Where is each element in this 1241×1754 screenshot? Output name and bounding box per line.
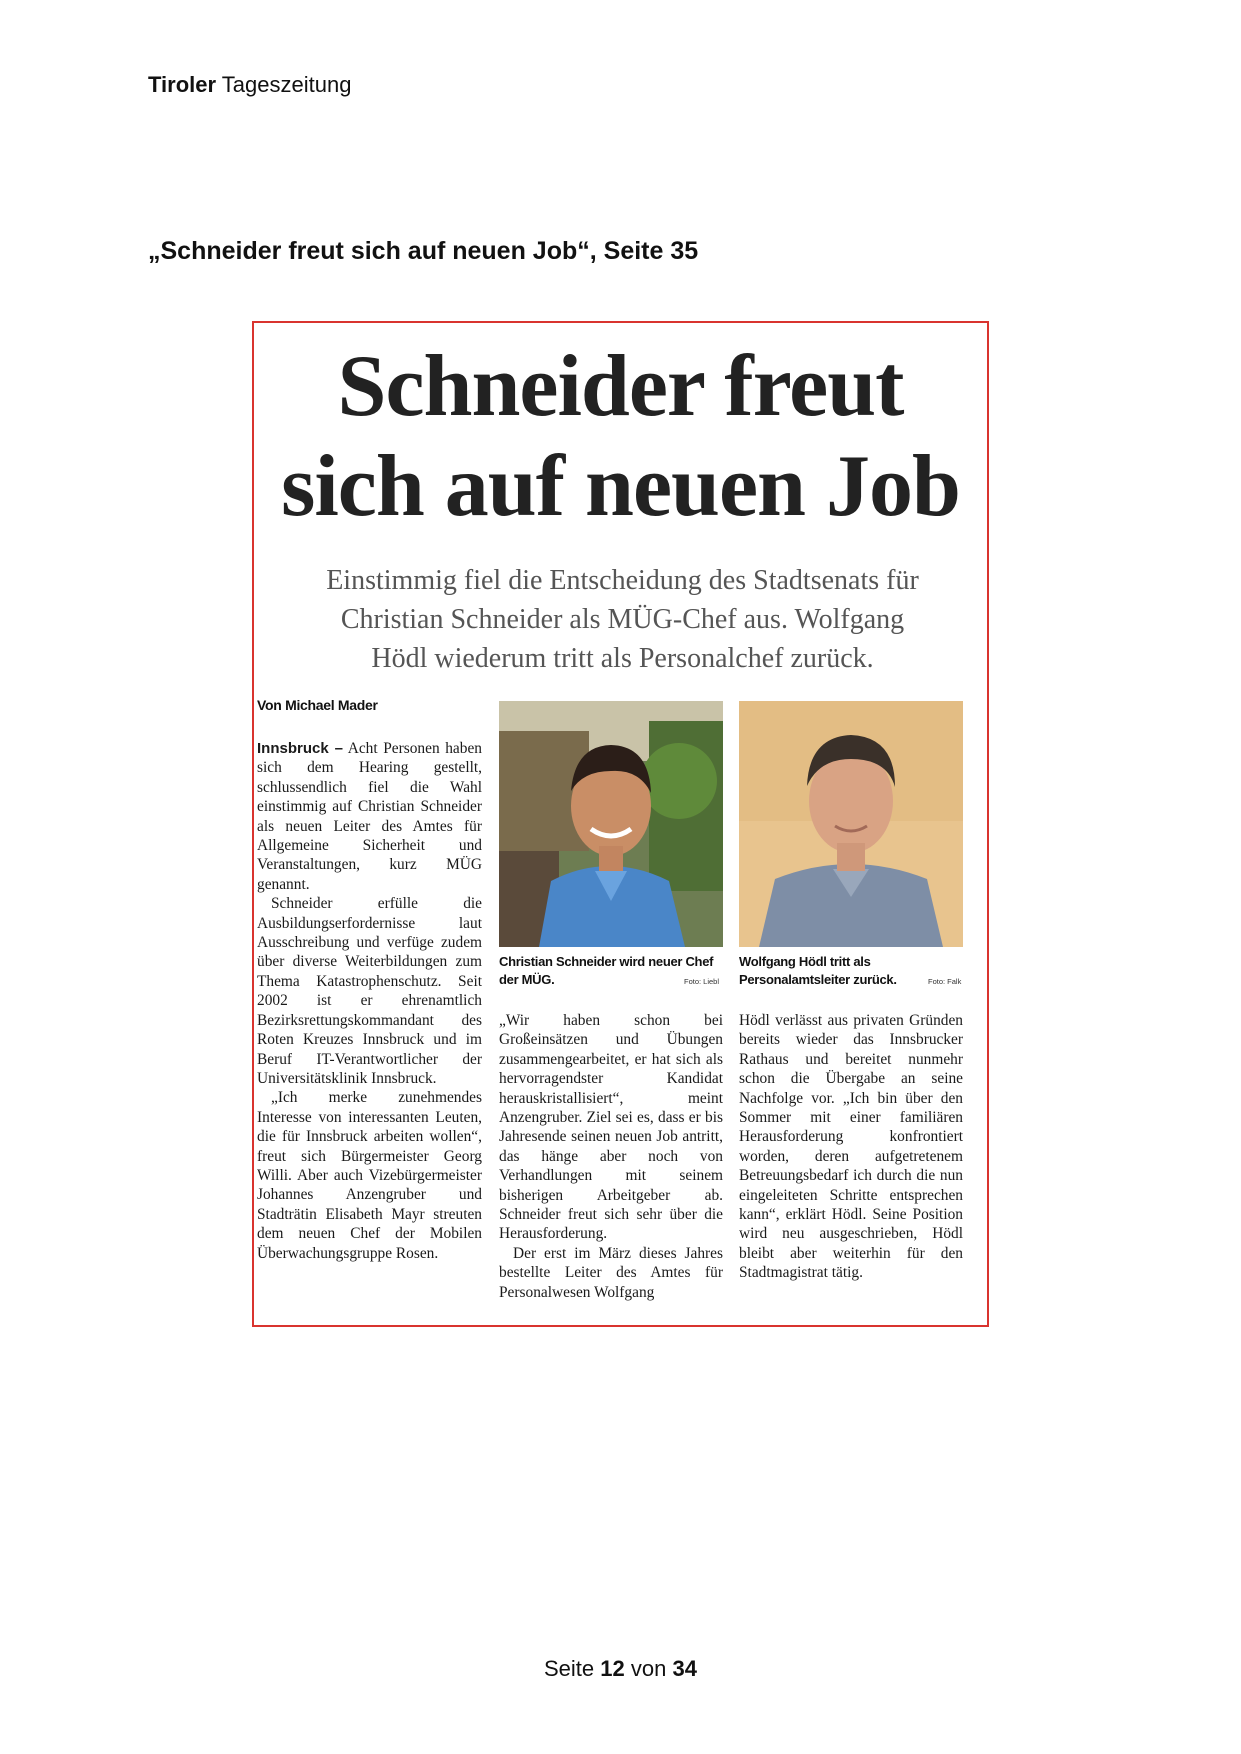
photo-credit-hoedl: Foto: Falk	[928, 977, 962, 986]
photo-caption-hoedl: Wolfgang Hödl tritt als Personalamtsleiter zurück.	[739, 954, 897, 987]
publication-name-rest: Tageszeitung	[221, 72, 352, 97]
paragraph: Der erst im März dieses Jahres bestellte Leiter des Amtes für Personalwesen Wolfgang	[499, 1244, 723, 1301]
footer-prefix: Seite	[544, 1656, 595, 1681]
publication-name-bold: Tiroler	[148, 72, 217, 97]
headline	[254, 337, 987, 537]
footer-middle: von	[630, 1656, 667, 1681]
portrait-hoedl-image	[739, 701, 963, 947]
text-column-2	[499, 1011, 723, 1302]
paragraph: „Ich merke zunehmendes Interesse von interessanten Leuten, die für Innsbruck arbeiten wollen“, freut sich Bürgermeister Georg Willi. Aber auch Vizebürgermeister Johannes Anzengruber und Stadträtin Elisabeth Mayr streuten dem neuen Chef der Mobilen Überwachungsgruppe Rosen.	[257, 1089, 482, 1262]
newspaper-clipping	[252, 321, 989, 1327]
current-page-number: 12	[600, 1656, 625, 1681]
headline-line-2: sich auf neuen Job	[281, 438, 960, 535]
lead-line-2: Christian Schneider als MÜG-Chef aus. Wolfgang	[340, 604, 905, 635]
paragraph: „Wir haben schon bei Großeinsätzen und Übungen zusammengearbeitet, er hat sich als hervorragendster Kandidat herauskristallisiert“, meint Anzengruber. Ziel sei es, dass er bis Jahresende seinen neuen Job antritt, das hänge aber noch von Verhandlungen mit seinem bisherigen Arbeitgeber ab. Schneider freut sich sehr über die Herausforderung.	[499, 1012, 723, 1243]
article-reference: „Schneider freut sich auf neuen Job“, Seite 35	[148, 237, 699, 265]
photo-caption-schneider: Christian Schneider wird neuer Chef der MÜG.	[499, 954, 714, 987]
paragraph: Innsbruck – Acht Personen haben sich dem Hearing gestellt, schlussendlich fiel die Wahl einstimmig auf Christian Schneider als neuen Leiter des Amtes für Allgemeine Sicherheit und Veranstaltungen, kurz MÜG genannt.	[257, 740, 482, 893]
photo-credit-schneider: Foto: Liebl	[684, 977, 720, 986]
publication-name	[148, 72, 351, 98]
page-footer	[0, 1656, 1241, 1682]
dateline: Innsbruck –	[257, 740, 343, 757]
portrait-schneider-image	[499, 701, 723, 947]
lead-line-3: Hödl wiederum tritt als Personalchef zurück.	[371, 643, 874, 674]
lead-paragraph	[264, 561, 981, 678]
paragraph: Hödl verlässt aus privaten Gründen bereits wieder das Innsbrucker Rathaus und bereitet nunmehr schon die Übergabe an seine Nachfolge vor. „Ich bin über den Sommer mit einer familiären Herausforderung konfrontiert worden, deren aufgetretenem Betreuungsbedarf ich durch die nun eingeleiteten Schritte entsprechen kann“, erklärt Hödl. Seine Position wird neu ausgeschrieben, Hödl bleibt aber weiterhin für den Stadtmagistrat tätig.	[739, 1012, 963, 1282]
headline-line-1: Schneider freut	[337, 338, 904, 435]
byline: Von Michael Mader	[257, 697, 378, 713]
photo-wolfgang-hoedl	[739, 701, 963, 947]
paragraph: Schneider erfülle die Ausbildungserfordernisse laut Ausschreibung und verfüge zudem über diverse Weiterbildungen zum Thema Katastrophenschutz. Seit 2002 ist er ehrenamtlich Bezirksrettungskommandant des Roten Kreuzes Innsbruck und im Beruf IT-Verantwortlicher der Universitätsklinik Innsbruck.	[257, 895, 482, 1087]
lead-line-1: Einstimmig fiel die Entscheidung des Stadtsenats für	[326, 565, 919, 596]
text-column-3	[739, 1011, 963, 1283]
total-page-count: 34	[672, 1656, 697, 1681]
photo-christian-schneider	[499, 701, 723, 947]
text-column-1	[257, 739, 482, 1263]
